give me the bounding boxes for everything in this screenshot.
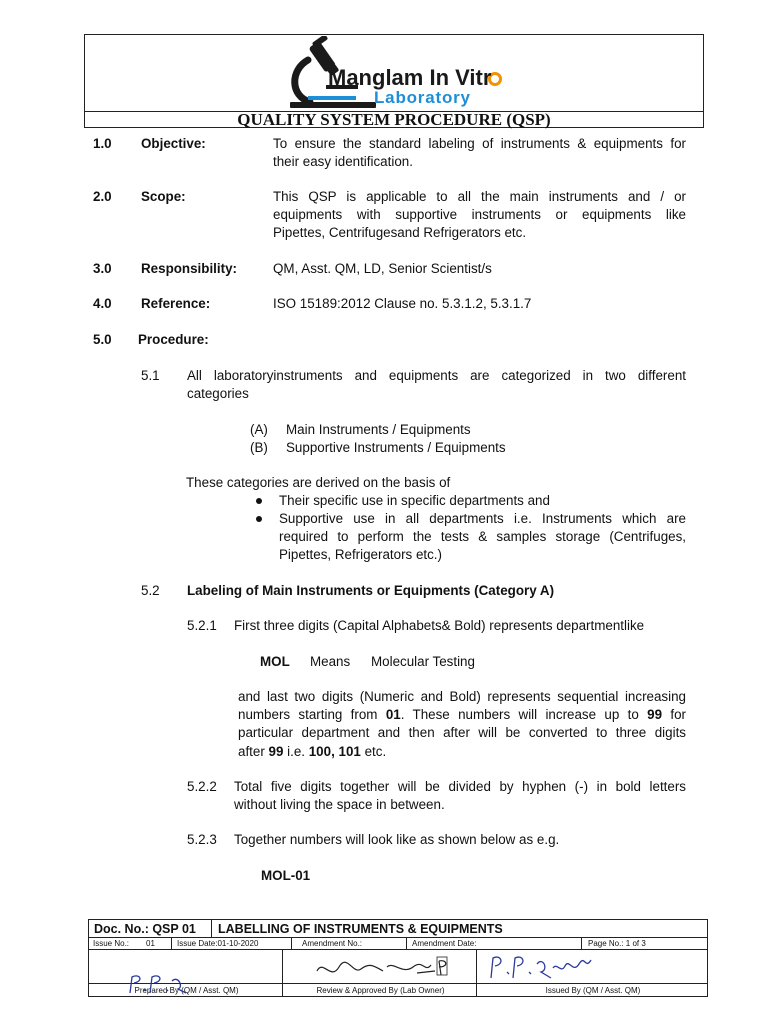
signature-reviewer-icon (313, 953, 493, 983)
logo-text-sub: Laboratory (374, 88, 471, 107)
section-5-1-line-2: categories (187, 386, 249, 402)
footer-issue-no-label: Issue No.: (93, 939, 130, 948)
section-2-label: Scope: (141, 189, 186, 204)
signature-preparer-icon (126, 971, 196, 997)
footer-doc-title: LABELLING OF INSTRUMENTS & EQUIPMENTS (218, 922, 503, 936)
category-b-text: Supportive Instruments / Equipments (286, 440, 506, 455)
section-4-number: 4.0 (93, 296, 112, 311)
section-1-label: Objective: (141, 136, 206, 151)
mol-description: Molecular Testing (371, 654, 475, 669)
section-4-label: Reference: (141, 296, 211, 311)
section-5-2-3-text: Together numbers will look like as shown below as e.g. (234, 832, 560, 847)
section-4-text: ISO 15189:2012 Clause no. 5.3.1.2, 5.3.1.7 (273, 296, 532, 311)
digits-line-4-c: i.e. (283, 743, 309, 759)
category-b-mark: (B) (250, 440, 268, 455)
bullet-2-line-2: required to perform the tests & samples storage (Centrifuges, (279, 529, 686, 545)
footer-issue-no-value: 01 (146, 939, 155, 948)
example-code: MOL-01 (261, 868, 311, 883)
digits-line-4-e: etc. (360, 743, 387, 759)
document-footer (88, 919, 708, 997)
signature-issuer-icon (485, 952, 605, 982)
bullet-2-line-3: Pipettes, Refrigerators etc.) (279, 547, 442, 563)
section-5-1-text (187, 367, 686, 403)
digits-line-2-c: . These numbers will increase up to (400, 707, 648, 723)
section-1-line-1: To ensure the standard labeling of instruments & equipments for (273, 136, 686, 151)
section-3-number: 3.0 (93, 261, 112, 276)
digits-line-2-d: 99 (647, 707, 663, 723)
categories-derived-text: These categories are derived on the basis of (186, 475, 451, 490)
lab-logo (286, 36, 506, 110)
digits-line-2-a: numbers starting from (238, 707, 386, 723)
footer-prepared-by: Prepared By (QM / Asst. QM) (134, 986, 239, 995)
section-5-2-1-number: 5.2.1 (187, 618, 217, 633)
mol-code: MOL (260, 654, 290, 669)
footer-issue-date: Issue Date:01-10-2020 (177, 939, 259, 948)
section-5-2-2-line-1: Total five digits together will be divided by hyphen (-) in bold letters (234, 779, 686, 794)
section-5-number: 5.0 (93, 332, 112, 347)
category-a-text: Main Instruments / Equipments (286, 422, 471, 437)
bullet-2-line-1: Supportive use in all departments i.e. Instruments which are (279, 511, 686, 526)
section-2-line-1: This QSP is applicable to all the main instruments and / or (273, 189, 686, 204)
footer-issued-cell (476, 983, 708, 997)
section-2-line-3: Pipettes, Centrifugesand Refrigerators etc. (273, 225, 527, 241)
section-5-1-number: 5.1 (141, 368, 160, 383)
section-5-2-2-number: 5.2.2 (187, 779, 217, 794)
digits-line-2-e: for (662, 707, 687, 723)
digits-line-4-b: 99 (268, 743, 284, 759)
section-5-2-3-number: 5.2.3 (187, 832, 217, 847)
footer-doc-no: Doc. No.: QSP 01 (94, 922, 196, 936)
footer-issued-sig-cell (476, 949, 708, 984)
footer-reviewed-by: Review & Approved By (Lab Owner) (316, 986, 445, 995)
section-5-1-line-1: All laboratoryinstruments and equipments are categorized in two different (187, 368, 686, 383)
section-5-2-number: 5.2 (141, 583, 160, 598)
footer-reviewed-cell (282, 983, 477, 997)
footer-amendment-no: Amendment No.: (302, 939, 363, 948)
section-5-2-2-line-2: without living the space in between. (234, 797, 445, 813)
digits-line-4-d: 100, 101 (308, 743, 361, 759)
section-5-2-2-text (234, 778, 686, 814)
section-5-label: Procedure: (138, 332, 209, 347)
section-1-text (273, 135, 686, 171)
digits-line-2-b: 01 (385, 707, 401, 723)
section-1-number: 1.0 (93, 136, 112, 151)
footer-page-no: Page No.: 1 of 3 (588, 939, 646, 948)
section-1-line-2: their easy identification. (273, 154, 413, 170)
footer-issued-by: Issued By (QM / Asst. QM) (545, 986, 641, 995)
section-3-text: QM, Asst. QM, LD, Senior Scientist/s (273, 261, 492, 276)
digits-line-4-a: after (238, 743, 269, 759)
mol-means: Means (310, 654, 351, 669)
footer-doc-title-cell (211, 919, 708, 938)
section-3-label: Responsibility: (141, 261, 237, 276)
bullet-icon (256, 498, 262, 504)
footer-amendment-date: Amendment Date: (412, 939, 477, 948)
logo-text-main: Manglam In Vitr (328, 65, 492, 90)
digits-line-4 (238, 743, 686, 761)
category-a-mark: (A) (250, 422, 268, 437)
document-title: QUALITY SYSTEM PROCEDURE (QSP) (237, 110, 551, 129)
section-5-2-title: Labeling of Main Instruments or Equipments (Category A) (187, 583, 555, 598)
section-2-text (273, 188, 686, 243)
bullet-2-text (279, 510, 686, 565)
footer-doc-no-cell (88, 919, 212, 938)
digits-line-3: particular department and then after will be converted to three digits (238, 725, 686, 741)
digits-paragraph (238, 688, 686, 761)
bullet-1-text: Their specific use in specific departments and (279, 493, 550, 508)
section-2-number: 2.0 (93, 189, 112, 204)
digits-line-1: and last two digits (Numeric and Bold) represents sequential increasing (238, 689, 686, 704)
section-2-line-2: equipments with supportive instruments or equipments like (273, 207, 686, 223)
digits-line-2 (238, 706, 686, 724)
section-5-2-1-text: First three digits (Capital Alphabets& Bold) represents departmentlike (234, 618, 645, 633)
bullet-icon (256, 516, 262, 522)
footer-reviewed-sig-cell (282, 949, 477, 984)
